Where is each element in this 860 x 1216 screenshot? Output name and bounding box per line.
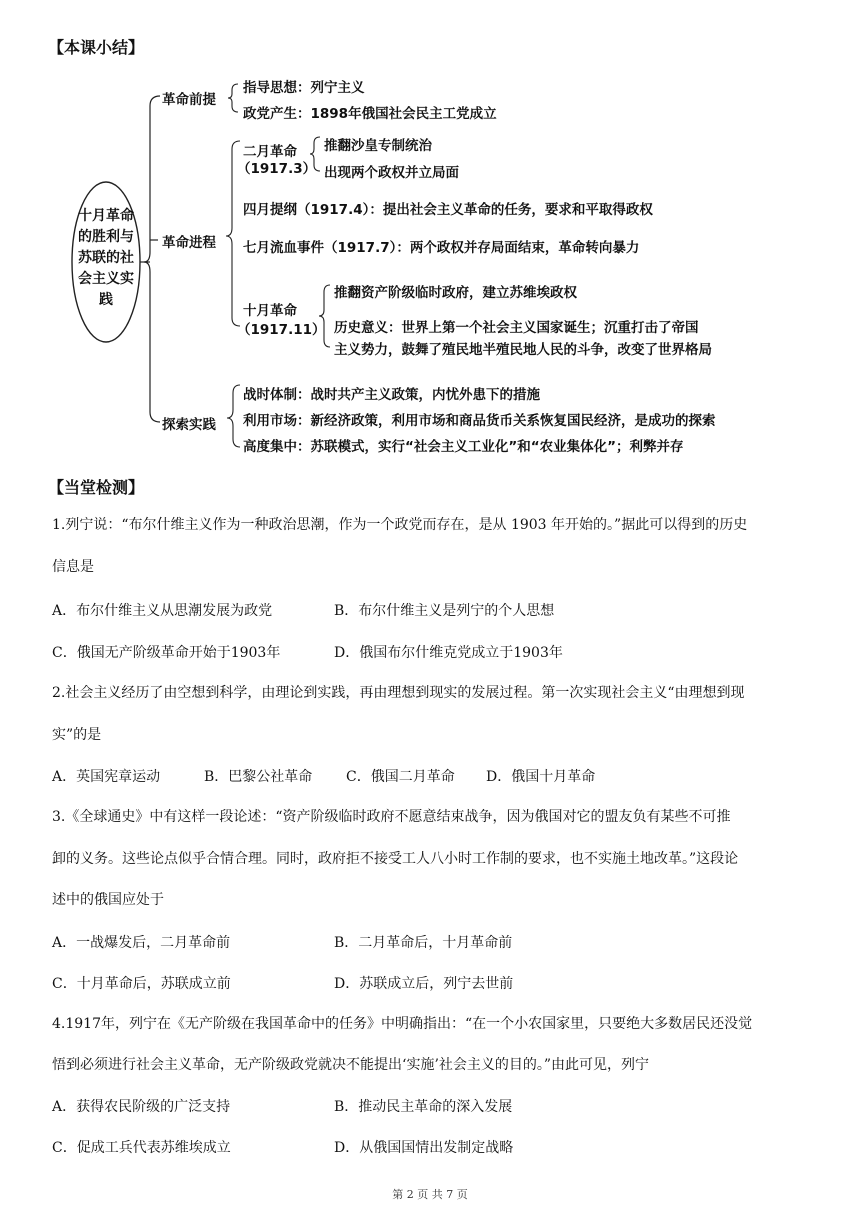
question-text: 卸的义务。这些论点似乎合情合理。同时，政府拒不接受工人八小时工作制的要求，也不实施土地改革。”这段论 bbox=[52, 851, 739, 867]
practice-item: 战时体制：战时共产主义政策，内忧外患下的措施 bbox=[243, 387, 540, 403]
option-b[interactable]: B．二月革命后，十月革命前 bbox=[334, 935, 513, 951]
question-text: 述中的俄国应处于 bbox=[52, 892, 164, 908]
option-d[interactable]: D．苏联成立后，列宁去世前 bbox=[334, 976, 514, 992]
oct-item: 历史意义：世界上第一个社会主义国家诞生；沉重打击了帝国 bbox=[334, 320, 699, 336]
page-number: 第 2 页 共 7 页 bbox=[392, 1188, 468, 1201]
oct-item: 推翻资产阶级临时政府，建立苏维埃政权 bbox=[334, 285, 577, 301]
option-a[interactable]: A．获得农民阶级的广泛支持 bbox=[52, 1099, 231, 1115]
april-theses: 四月提纲（1917.4）：提出社会主义革命的任务，要求和平取得政权 bbox=[243, 202, 653, 218]
check-heading: 【当堂检测】 bbox=[48, 478, 145, 497]
option-a[interactable]: A．布尔什维主义从思潮发展为政党 bbox=[52, 603, 273, 619]
question-text: 2.社会主义经历了由空想到科学，由理论到实践，再由理想到现实的发展过程。第一次实现社会主义“由理想到现 bbox=[52, 685, 745, 701]
question-text: 3.《全球通史》中有这样一段论述：“资产阶级临时政府不愿意结束战争，因为俄国对它的盟友负有某些不可推 bbox=[52, 809, 731, 825]
option-b[interactable]: B．布尔什维主义是列宁的个人思想 bbox=[334, 603, 555, 619]
option-a[interactable]: A．一战爆发后，二月革命前 bbox=[52, 935, 231, 951]
option-d[interactable]: D．从俄国国情出发制定战略 bbox=[334, 1140, 514, 1156]
oct-revolution-title: 十月革命 bbox=[243, 303, 297, 319]
main-bracket bbox=[144, 96, 160, 422]
center-topic: 十月革命的胜利与苏联的社会主义实践 bbox=[78, 208, 134, 308]
question-text: 信息是 bbox=[52, 559, 94, 575]
b1-bracket bbox=[228, 84, 238, 112]
july-days: 七月流血事件（1917.7）：两个政权并存局面结束，革命转向暴力 bbox=[243, 240, 640, 256]
practice-item: 利用市场：新经济政策，利用市场和商品货币关系恢复国民经济，是成功的探索 bbox=[243, 413, 716, 429]
question-text: 悟到必须进行社会主义革命，无产阶级政党就决不能提出‘实施’社会主义的目的。”由此可见，列宁 bbox=[52, 1057, 650, 1073]
feb-item: 出现两个政权并立局面 bbox=[324, 165, 459, 181]
practice-item: 高度集中：苏联模式，实行“社会主义工业化”和“农业集体化”；利弊并存 bbox=[243, 439, 684, 455]
feb-revolution-date: （1917.3） bbox=[237, 161, 317, 177]
option-b[interactable]: B．巴黎公社革命 bbox=[204, 769, 313, 785]
summary-heading: 【本课小结】 bbox=[48, 38, 145, 57]
option-c[interactable]: C．促成工兵代表苏维埃成立 bbox=[52, 1140, 231, 1156]
branch-practice-label: 探索实践 bbox=[162, 417, 216, 433]
premise-item: 政党产生：1898年俄国社会民主工党成立 bbox=[243, 106, 497, 122]
option-d[interactable]: D．俄国十月革命 bbox=[486, 769, 596, 785]
option-c[interactable]: C．俄国无产阶级革命开始于1903年 bbox=[52, 645, 281, 661]
option-c[interactable]: C．十月革命后，苏联成立前 bbox=[52, 976, 231, 992]
option-c[interactable]: C．俄国二月革命 bbox=[346, 769, 455, 785]
feb-revolution-title: 二月革命 bbox=[243, 144, 297, 160]
option-b[interactable]: B．推动民主革命的深入发展 bbox=[334, 1099, 513, 1115]
oct-revolution-date: （1917.11） bbox=[237, 322, 326, 338]
option-d[interactable]: D．俄国布尔什维克党成立于1903年 bbox=[334, 645, 563, 661]
option-a[interactable]: A．英国宪章运动 bbox=[52, 769, 161, 785]
question-text: 4.1917年，列宁在《无产阶级在我国革命中的任务》中明确指出：“在一个小农国家里，只要绝大多数居民还没觉 bbox=[52, 1016, 753, 1032]
question-text: 1.列宁说：“布尔什维主义作为一种政治思潮，作为一个政党而存在，是从 1903 年开始的。”据此可以得到的历史 bbox=[52, 517, 748, 533]
premise-item: 指导思想：列宁主义 bbox=[243, 80, 365, 96]
feb-item: 推翻沙皇专制统治 bbox=[324, 138, 432, 154]
branch-process-label: 革命进程 bbox=[162, 235, 216, 251]
branch-premise-label: 革命前提 bbox=[162, 92, 216, 108]
b3-bracket bbox=[227, 385, 240, 447]
oct-item: 主义势力，鼓舞了殖民地半殖民地人民的斗争，改变了世界格局 bbox=[334, 342, 712, 358]
question-text: 实”的是 bbox=[52, 727, 102, 743]
